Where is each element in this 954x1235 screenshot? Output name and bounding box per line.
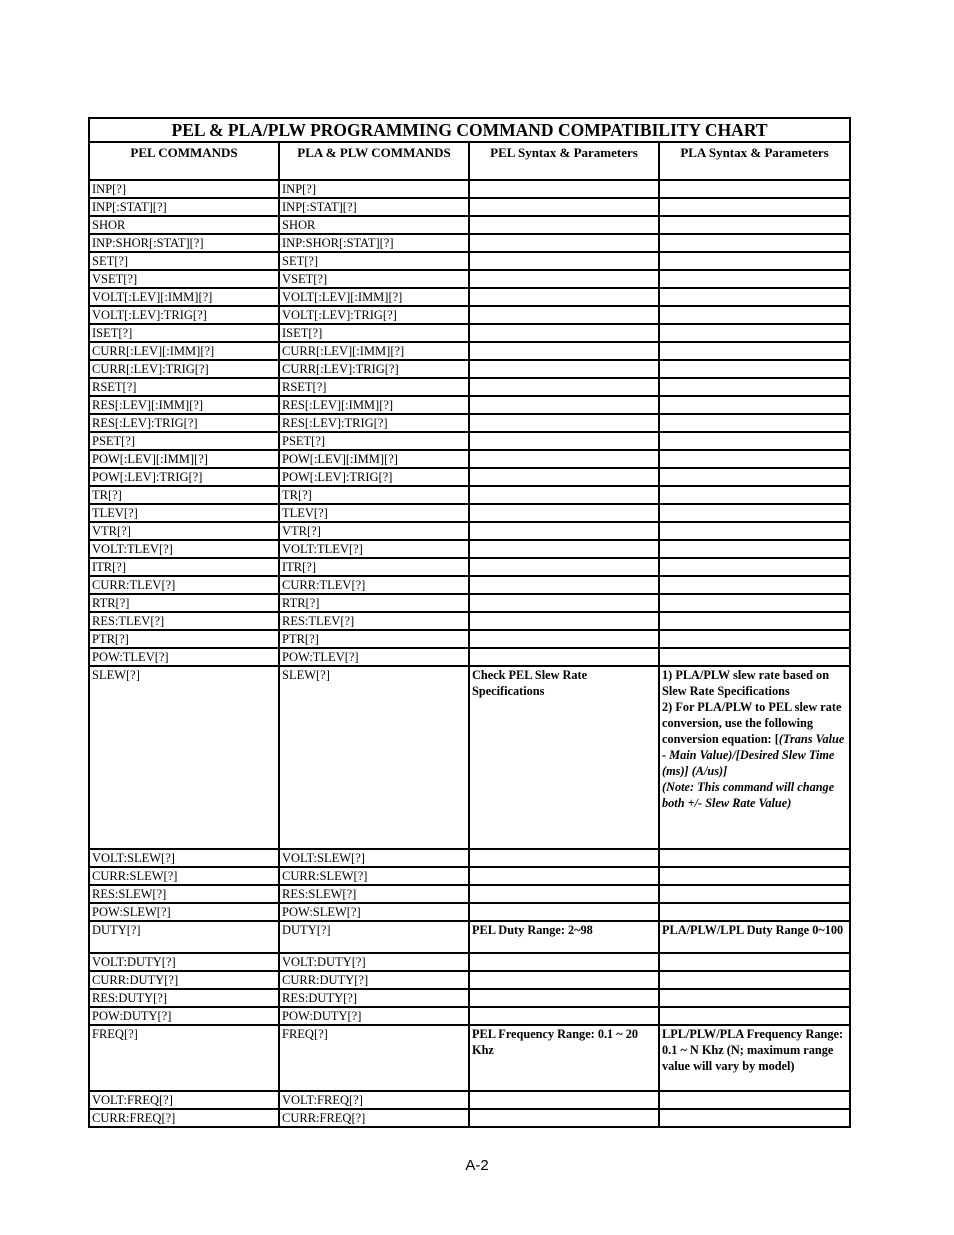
pel-command-cell: VOLT:FREQ[?] <box>89 1091 279 1109</box>
pla-syntax-cell <box>659 666 850 849</box>
pel-syntax-cell <box>469 396 659 414</box>
table-row <box>89 468 850 486</box>
table-row <box>89 360 850 378</box>
pla-command-cell: SET[?] <box>279 252 469 270</box>
table-row <box>89 630 850 648</box>
pla-command-cell: VSET[?] <box>279 270 469 288</box>
pel-command-cell: RES[:LEV][:IMM][?] <box>89 396 279 414</box>
table-row <box>89 1091 850 1109</box>
pel-command-cell: VOLT:TLEV[?] <box>89 540 279 558</box>
chart-title: PEL & PLA/PLW PROGRAMMING COMMAND COMPATIBILITY CHART <box>89 118 850 142</box>
pel-command-cell: VOLT:DUTY[?] <box>89 953 279 971</box>
pla-command-cell: TLEV[?] <box>279 504 469 522</box>
pel-syntax-cell <box>469 306 659 324</box>
pla-command-cell: RSET[?] <box>279 378 469 396</box>
pel-command-cell: VOLT:SLEW[?] <box>89 849 279 867</box>
pla-syntax-cell <box>659 612 850 630</box>
pla-syntax-cell <box>659 540 850 558</box>
pla-command-cell: CURR:FREQ[?] <box>279 1109 469 1127</box>
pla-command-cell: POW:TLEV[?] <box>279 648 469 666</box>
table-row <box>89 342 850 360</box>
pla-syntax-cell <box>659 486 850 504</box>
table-row <box>89 414 850 432</box>
pla-command-cell: CURR[:LEV][:IMM][?] <box>279 342 469 360</box>
pel-command-cell: RSET[?] <box>89 378 279 396</box>
pel-command-cell: TLEV[?] <box>89 504 279 522</box>
pel-command-cell: TR[?] <box>89 486 279 504</box>
pla-syntax-cell <box>659 198 850 216</box>
table-row <box>89 306 850 324</box>
pel-command-cell: SET[?] <box>89 252 279 270</box>
pla-syntax-cell: LPL/PLW/PLA Frequency Range: 0.1 ~ N Khz (N; maximum range value will vary by model) <box>659 1025 850 1091</box>
pla-command-cell: INP:SHOR[:STAT][?] <box>279 234 469 252</box>
pel-syntax-cell <box>469 270 659 288</box>
pla-syntax-cell <box>659 1007 850 1025</box>
table-row <box>89 252 850 270</box>
table-row <box>89 885 850 903</box>
pel-command-cell: VSET[?] <box>89 270 279 288</box>
pel-command-cell: CURR[:LEV]:TRIG[?] <box>89 360 279 378</box>
slew-note-1: 1) PLA/PLW slew rate based on Slew Rate Specifications <box>662 668 830 698</box>
pla-syntax-cell <box>659 594 850 612</box>
pla-syntax-cell <box>659 306 850 324</box>
pla-syntax-cell <box>659 414 850 432</box>
table-row <box>89 486 850 504</box>
pel-syntax-cell: Check PEL Slew Rate Specifications <box>469 666 659 849</box>
table-row <box>89 971 850 989</box>
header-pel-commands: PEL COMMANDS <box>89 142 279 180</box>
pel-command-cell: RES[:LEV]:TRIG[?] <box>89 414 279 432</box>
pel-command-cell: CURR:DUTY[?] <box>89 971 279 989</box>
pel-command-cell: POW:TLEV[?] <box>89 648 279 666</box>
pla-syntax-cell <box>659 989 850 1007</box>
table-row <box>89 288 850 306</box>
pel-syntax-cell <box>469 648 659 666</box>
table-row <box>89 378 850 396</box>
header-pel-syntax: PEL Syntax & Parameters <box>469 142 659 180</box>
pel-command-cell: PTR[?] <box>89 630 279 648</box>
table-row <box>89 1007 850 1025</box>
pel-command-cell: CURR[:LEV][:IMM][?] <box>89 342 279 360</box>
pel-command-cell: CURR:SLEW[?] <box>89 867 279 885</box>
table-row <box>89 504 850 522</box>
pla-syntax-cell <box>659 558 850 576</box>
pla-syntax-cell <box>659 867 850 885</box>
pla-syntax-cell <box>659 849 850 867</box>
pel-syntax-cell <box>469 612 659 630</box>
pla-syntax-cell <box>659 450 850 468</box>
pla-syntax-cell <box>659 903 850 921</box>
slew-conversion-text: 2) For PLA/PLW to PEL slew rate conversion, use the following conversion equation: [ <box>662 700 842 746</box>
pel-syntax-cell <box>469 1109 659 1127</box>
pla-syntax-cell: PLA/PLW/LPL Duty Range 0~100 <box>659 921 850 953</box>
pla-command-cell: FREQ[?] <box>279 1025 469 1091</box>
table-row <box>89 270 850 288</box>
pel-command-cell: PSET[?] <box>89 432 279 450</box>
pel-command-cell: INP:SHOR[:STAT][?] <box>89 234 279 252</box>
table-row <box>89 903 850 921</box>
pel-syntax-cell <box>469 885 659 903</box>
pla-command-cell: PSET[?] <box>279 432 469 450</box>
pel-syntax-cell <box>469 630 659 648</box>
pla-syntax-cell <box>659 576 850 594</box>
pel-command-cell: ISET[?] <box>89 324 279 342</box>
pel-command-cell: INP[?] <box>89 180 279 198</box>
pla-syntax-cell <box>659 468 850 486</box>
table-row <box>89 953 850 971</box>
pel-syntax-cell <box>469 378 659 396</box>
pel-command-cell: POW:DUTY[?] <box>89 1007 279 1025</box>
table-row-freq <box>89 1025 850 1091</box>
pla-command-cell: VOLT:TLEV[?] <box>279 540 469 558</box>
pla-syntax-cell <box>659 324 850 342</box>
pla-command-cell: CURR[:LEV]:TRIG[?] <box>279 360 469 378</box>
pla-syntax-cell <box>659 396 850 414</box>
slew-equation: (Trans Value - Main Value)/[Desired Slew Time (ms)] (A/us)] <box>662 732 845 778</box>
table-row <box>89 540 850 558</box>
pel-command-cell: VOLT[:LEV]:TRIG[?] <box>89 306 279 324</box>
pel-syntax-cell <box>469 971 659 989</box>
pla-command-cell: RES[:LEV]:TRIG[?] <box>279 414 469 432</box>
pla-syntax-cell <box>659 180 850 198</box>
pel-syntax-cell <box>469 342 659 360</box>
pel-syntax-cell <box>469 867 659 885</box>
pla-syntax-cell <box>659 432 850 450</box>
pel-syntax-cell <box>469 180 659 198</box>
pel-syntax-cell <box>469 450 659 468</box>
pel-syntax-cell <box>469 558 659 576</box>
pla-syntax-cell <box>659 378 850 396</box>
table-row <box>89 576 850 594</box>
header-pla-plw-commands: PLA & PLW COMMANDS <box>279 142 469 180</box>
table-row <box>89 432 850 450</box>
table-row <box>89 324 850 342</box>
pel-command-cell: RES:TLEV[?] <box>89 612 279 630</box>
table-row-slew <box>89 666 850 849</box>
pla-syntax-cell <box>659 342 850 360</box>
pla-command-cell: ISET[?] <box>279 324 469 342</box>
table-row <box>89 180 850 198</box>
pel-syntax-cell <box>469 903 659 921</box>
pel-syntax-cell: PEL Frequency Range: 0.1 ~ 20 Khz <box>469 1025 659 1091</box>
pla-command-cell: SLEW[?] <box>279 666 469 849</box>
header-pla-syntax: PLA Syntax & Parameters <box>659 142 850 180</box>
pel-syntax-cell <box>469 468 659 486</box>
pel-syntax-cell <box>469 989 659 1007</box>
pel-syntax-cell <box>469 504 659 522</box>
pel-syntax-cell <box>469 522 659 540</box>
table-row <box>89 234 850 252</box>
pel-command-cell: POW:SLEW[?] <box>89 903 279 921</box>
pla-command-cell: VOLT:FREQ[?] <box>279 1091 469 1109</box>
pel-syntax-cell <box>469 198 659 216</box>
pla-command-cell: VOLT:DUTY[?] <box>279 953 469 971</box>
pel-syntax-cell <box>469 414 659 432</box>
pel-command-cell: RES:SLEW[?] <box>89 885 279 903</box>
pla-syntax-cell <box>659 252 850 270</box>
pel-syntax-cell <box>469 576 659 594</box>
pla-command-cell: RES:DUTY[?] <box>279 989 469 1007</box>
pla-command-cell: CURR:SLEW[?] <box>279 867 469 885</box>
pel-syntax-cell <box>469 360 659 378</box>
pel-command-cell: RES:DUTY[?] <box>89 989 279 1007</box>
pla-syntax-cell <box>659 270 850 288</box>
pla-syntax-cell <box>659 234 850 252</box>
pla-command-cell: DUTY[?] <box>279 921 469 953</box>
pel-command-cell: SHOR <box>89 216 279 234</box>
pel-syntax-cell <box>469 486 659 504</box>
pla-command-cell: CURR:TLEV[?] <box>279 576 469 594</box>
pla-command-cell: VTR[?] <box>279 522 469 540</box>
pla-syntax-cell <box>659 971 850 989</box>
pla-command-cell: POW:SLEW[?] <box>279 903 469 921</box>
slew-note-3: (Note: This command will change both +/- Slew Rate Value) <box>662 780 835 810</box>
pla-syntax-cell <box>659 288 850 306</box>
table-row <box>89 396 850 414</box>
pla-syntax-cell <box>659 885 850 903</box>
pel-syntax-cell <box>469 216 659 234</box>
pel-command-cell: CURR:FREQ[?] <box>89 1109 279 1127</box>
pla-syntax-cell <box>659 1091 850 1109</box>
pla-syntax-cell <box>659 360 850 378</box>
pel-syntax-cell <box>469 1007 659 1025</box>
pla-command-cell: POW[:LEV]:TRIG[?] <box>279 468 469 486</box>
pel-syntax-cell <box>469 1091 659 1109</box>
pla-syntax-cell <box>659 630 850 648</box>
pel-syntax-cell <box>469 953 659 971</box>
pel-command-cell: POW[:LEV][:IMM][?] <box>89 450 279 468</box>
pla-syntax-cell <box>659 1109 850 1127</box>
pel-command-cell: CURR:TLEV[?] <box>89 576 279 594</box>
pel-syntax-cell <box>469 234 659 252</box>
pla-command-cell: ITR[?] <box>279 558 469 576</box>
table-row <box>89 450 850 468</box>
table-row <box>89 216 850 234</box>
pel-command-cell: VOLT[:LEV][:IMM][?] <box>89 288 279 306</box>
pla-command-cell: VOLT[:LEV][:IMM][?] <box>279 288 469 306</box>
pel-command-cell: SLEW[?] <box>89 666 279 849</box>
pel-syntax-cell <box>469 594 659 612</box>
pel-command-cell: DUTY[?] <box>89 921 279 953</box>
table-row <box>89 558 850 576</box>
pel-command-cell: FREQ[?] <box>89 1025 279 1091</box>
table-row-duty <box>89 921 850 953</box>
pla-syntax-cell <box>659 216 850 234</box>
pel-syntax-cell <box>469 540 659 558</box>
pel-syntax-cell <box>469 288 659 306</box>
pla-command-cell: RES:SLEW[?] <box>279 885 469 903</box>
table-row <box>89 522 850 540</box>
pel-command-cell: RTR[?] <box>89 594 279 612</box>
pla-command-cell: POW:DUTY[?] <box>279 1007 469 1025</box>
table-row <box>89 594 850 612</box>
pel-command-cell: VTR[?] <box>89 522 279 540</box>
pla-command-cell: RES:TLEV[?] <box>279 612 469 630</box>
table-row <box>89 1109 850 1127</box>
table-row <box>89 612 850 630</box>
page-number: A-2 <box>465 1157 489 1174</box>
pla-command-cell: TR[?] <box>279 486 469 504</box>
compatibility-chart <box>88 117 851 1128</box>
slew-note-2 <box>662 699 847 779</box>
pla-command-cell: CURR:DUTY[?] <box>279 971 469 989</box>
pel-syntax-cell <box>469 324 659 342</box>
pla-syntax-cell <box>659 953 850 971</box>
table-row <box>89 648 850 666</box>
pla-command-cell: INP[:STAT][?] <box>279 198 469 216</box>
table-row <box>89 849 850 867</box>
pla-syntax-cell <box>659 504 850 522</box>
pel-syntax-cell <box>469 432 659 450</box>
pla-syntax-cell <box>659 648 850 666</box>
table-row <box>89 867 850 885</box>
pla-syntax-cell <box>659 522 850 540</box>
pla-command-cell: SHOR <box>279 216 469 234</box>
pel-command-cell: POW[:LEV]:TRIG[?] <box>89 468 279 486</box>
pla-command-cell: RTR[?] <box>279 594 469 612</box>
table-row <box>89 989 850 1007</box>
pel-syntax-cell <box>469 849 659 867</box>
pla-command-cell: PTR[?] <box>279 630 469 648</box>
pla-command-cell: VOLT[:LEV]:TRIG[?] <box>279 306 469 324</box>
pla-command-cell: RES[:LEV][:IMM][?] <box>279 396 469 414</box>
pel-syntax-cell <box>469 252 659 270</box>
pel-syntax-cell: PEL Duty Range: 2~98 <box>469 921 659 953</box>
pla-command-cell: INP[?] <box>279 180 469 198</box>
pel-command-cell: INP[:STAT][?] <box>89 198 279 216</box>
table-row <box>89 198 850 216</box>
pla-command-cell: VOLT:SLEW[?] <box>279 849 469 867</box>
pel-command-cell: ITR[?] <box>89 558 279 576</box>
pla-command-cell: POW[:LEV][:IMM][?] <box>279 450 469 468</box>
